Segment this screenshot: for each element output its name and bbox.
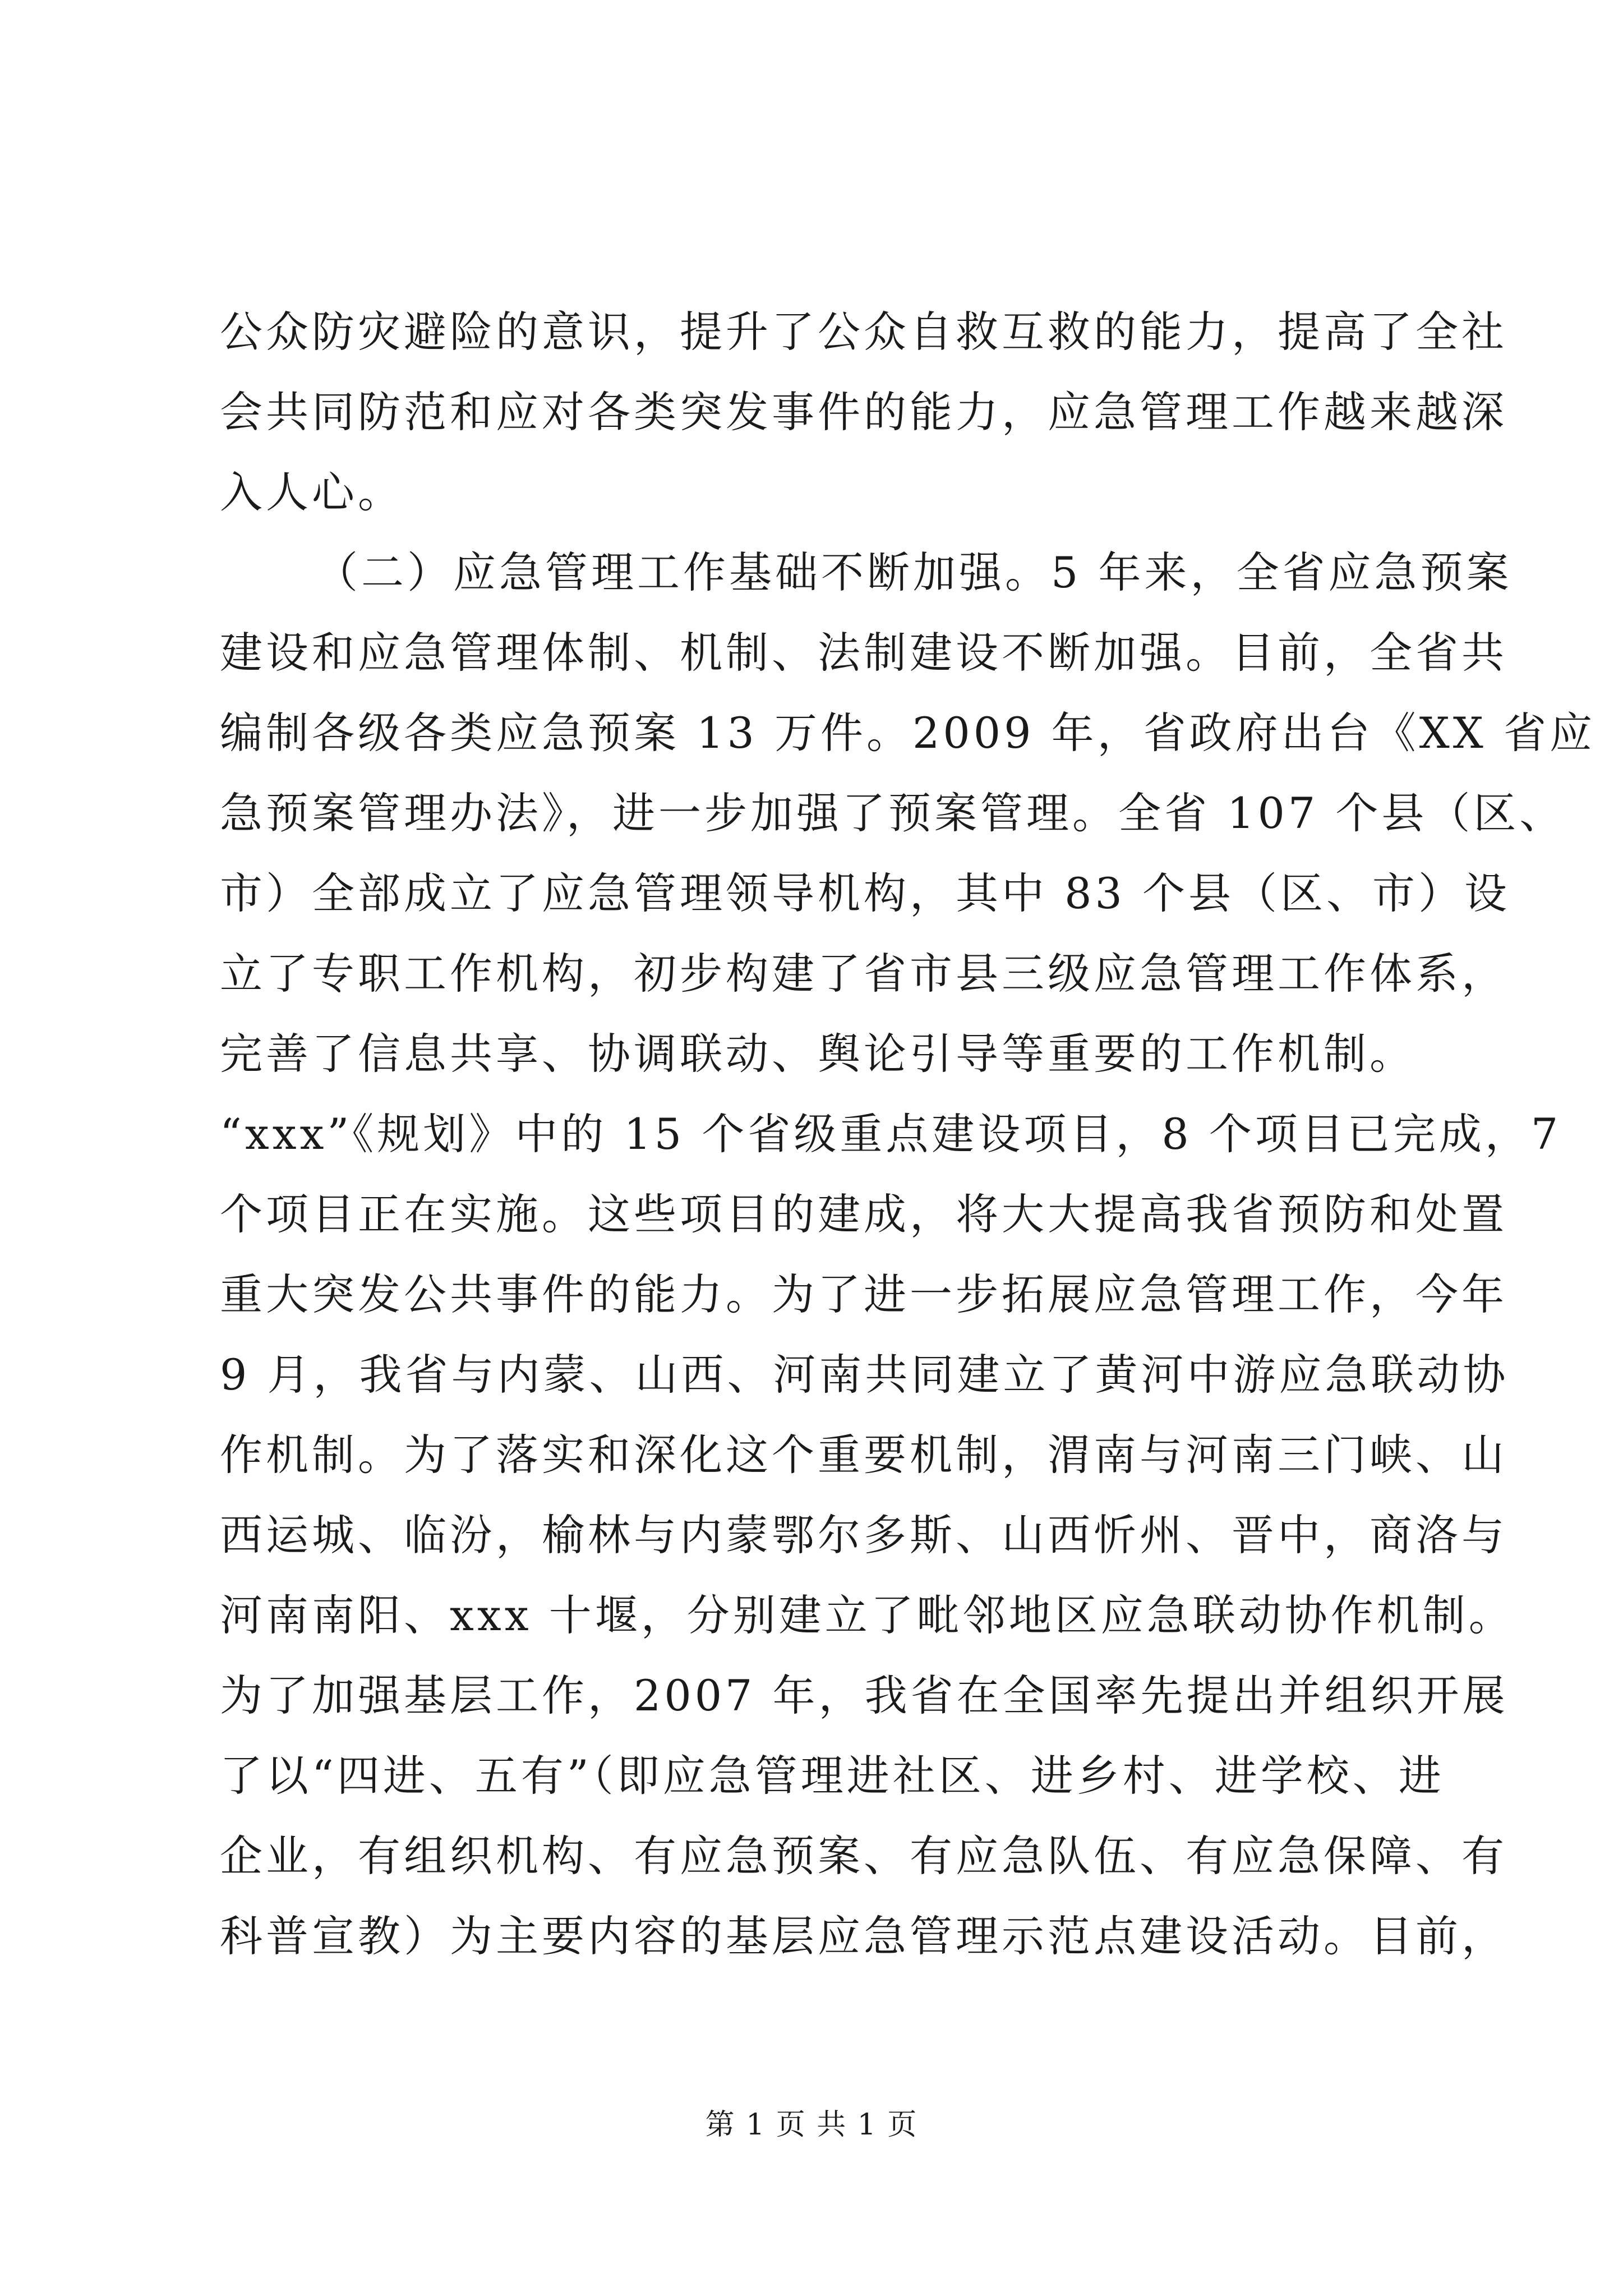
text-line: 公众防灾避险的意识，提升了公众自救互救的能力，提高了全社 [220, 307, 1507, 357]
text-line: 9 月，我省与内蒙、山西、河南共同建立了黄河中游应急联动协 [220, 1350, 1509, 1400]
body-text [220, 292, 1596, 1976]
text-line: 市）全部成立了应急管理领导机构，其中 83 个县（区、市）设 [220, 868, 1511, 918]
text-line: 编制各级各类应急预案 13 万件。2009 年，省政府出台《XX 省应 [220, 708, 1596, 758]
text-line: 重大突发公共事件的能力。为了进一步拓展应急管理工作，今年 [220, 1269, 1507, 1319]
text-line: 了以“四进、五有”（即应急管理进社区、进乡村、进学校、进 [220, 1751, 1445, 1801]
text-line: 科普宣教）为主要内容的基层应急管理示范点建设活动。目前， [220, 1911, 1507, 1961]
text-line: 企业，有组织机构、有应急预案、有应急队伍、有应急保障、有 [220, 1831, 1507, 1881]
text-line: 建设和应急管理体制、机制、法制建设不断加强。目前，全省共 [220, 628, 1507, 678]
page-footer [0, 2101, 1623, 2143]
text-line: 完善了信息共享、协调联动、舆论引导等重要的工作机制。 [220, 1029, 1415, 1079]
paragraph-start-line: （二）应急管理工作基础不断加强。5 年来，全省应急预案 [315, 547, 1513, 597]
text-line: “xxx”《规划》中的 15 个省级重点建设项目，8 个项目已完成，7 [220, 1109, 1562, 1159]
text-line: 会共同防范和应对各类突发事件的能力，应急管理工作越来越深 [220, 387, 1507, 437]
text-line: 为了加强基层工作，2007 年，我省在全国率先提出并组织开展 [220, 1671, 1509, 1720]
text-line: 个项目正在实施。这些项目的建成，将大大提高我省预防和处置 [220, 1189, 1507, 1239]
text-line: 河南南阳、xxx 十堰，分别建立了毗邻地区应急联动协作机制。 [220, 1590, 1515, 1640]
page-number-label: 第 1 页 共 1 页 [705, 2108, 918, 2142]
text-line: 立了专职工作机构，初步构建了省市县三级应急管理工作体系， [220, 949, 1507, 999]
text-line: 入人心。 [220, 467, 404, 517]
text-line: 西运城、临汾，榆林与内蒙鄂尔多斯、山西忻州、晋中，商洛与 [220, 1510, 1507, 1560]
text-line: 急预案管理办法》，进一步加强了预案管理。全省 107 个县（区、 [220, 788, 1566, 838]
text-line: 作机制。为了落实和深化这个重要机制，渭南与河南三门峡、山 [220, 1430, 1507, 1480]
